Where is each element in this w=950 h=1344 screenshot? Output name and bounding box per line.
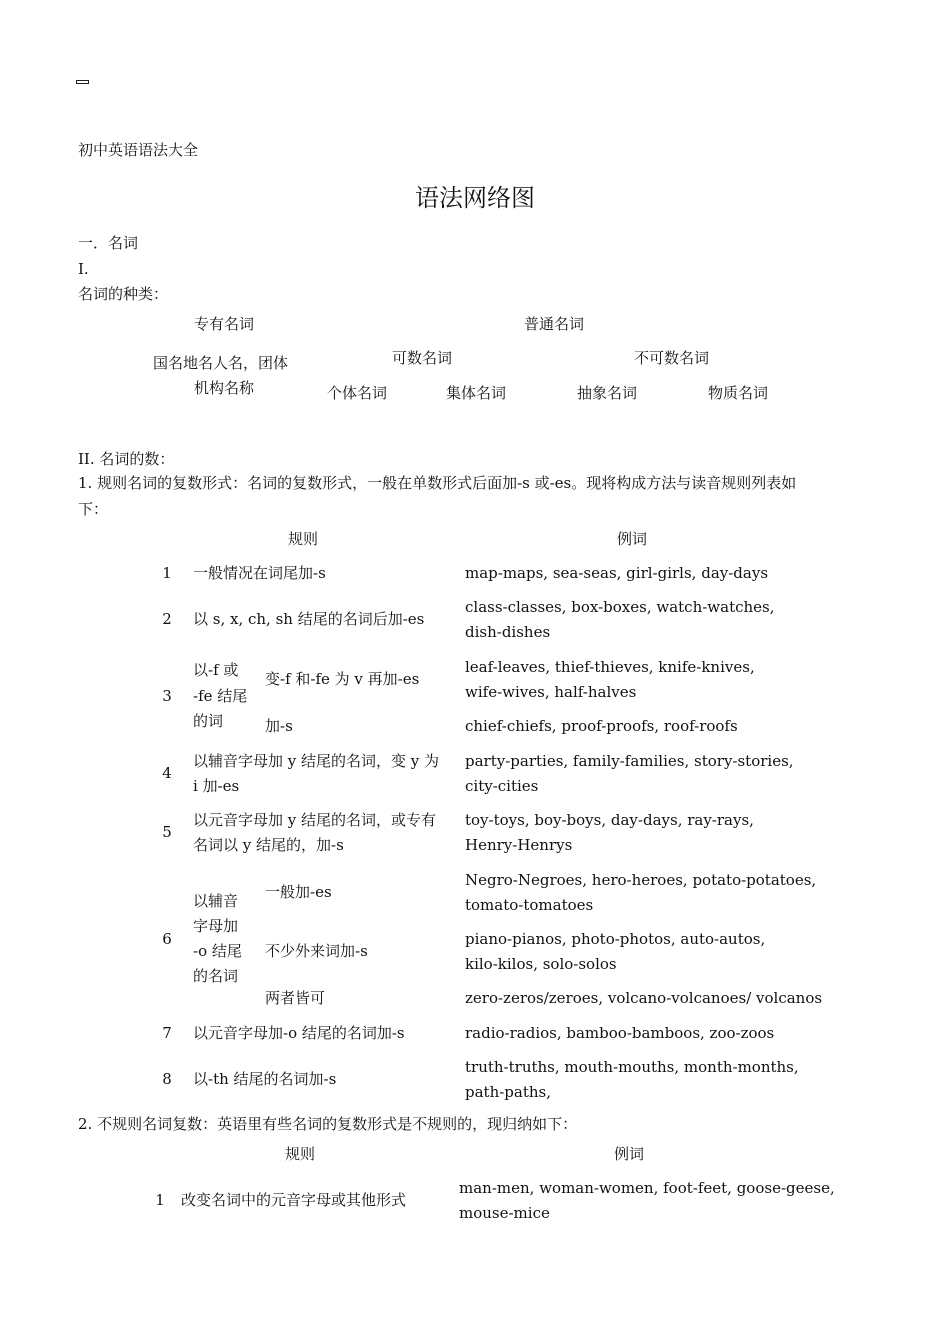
section-heading-number: II. 名词的数： [78,450,175,468]
table-row-group-label: -o 结尾 [193,942,242,960]
table-row-number: 1 [155,1191,165,1209]
table-row-example: party-parties, family-families, story-stories, [465,752,794,770]
table-header-rule: 规则 [288,530,319,548]
table-row-rule: 以元音字母加-o 结尾的名词加-s [193,1024,405,1042]
table-row-group-label: 的名词 [193,967,239,985]
table-row-number: 3 [162,687,172,705]
table-row-rule: 改变名词中的元音字母或其他形式 [181,1191,407,1209]
table-row-group-label: 以辅音 [193,892,239,910]
table-row-example: truth-truths, mouth-mouths, month-months, [465,1058,799,1076]
table-row-example: toy-toys, boy-boys, day-days, ray-rays, [465,811,754,829]
table-subrow-example: Negro-Negroes, hero-heroes, potato-potatoes, [465,871,817,889]
table-row-rule: 以元音字母加 y 结尾的名词，或专有 [193,811,437,829]
table-row-number: 1 [162,564,172,582]
page-marker [76,80,89,84]
table-row-number: 2 [162,610,172,628]
table-subrow-example: zero-zeros/zeroes, volcano-volcanoes/ volcanos [465,989,823,1007]
section-heading-noun: 一．名词 [78,234,139,252]
tree-abstract: 抽象名词 [577,384,638,402]
table-row-example: man-men, woman-women, foot-feet, goose-geese, [459,1179,835,1197]
table-row-example: map-maps, sea-seas, girl-girls, day-days [465,564,769,582]
table-row-rule: 以 s, x, ch, sh 结尾的名词后加-es [193,610,425,628]
table-row-number: 5 [162,823,172,841]
table-row-number: 8 [162,1070,172,1088]
table-row-number: 7 [162,1024,172,1042]
table-row-example: radio-radios, bamboo-bamboos, zoo-zoos [465,1024,775,1042]
table-subrow-example: piano-pianos, photo-photos, auto-autos, [465,930,766,948]
table-row-rule: 以辅音字母加 y 结尾的名词，变 y 为 [193,752,440,770]
table-row-example: dish-dishes [465,623,551,641]
main-title: 语法网络图 [415,184,535,212]
table-header-example: 例词 [617,530,648,548]
table-row-rule: 一般情况在词尾加-s [193,564,326,582]
table-subrow-example: wife-wives, half-halves [465,683,637,701]
table-row-group-label: 字母加 [193,917,239,935]
tree-material: 物质名词 [708,384,769,402]
table-subrow-rule: 不少外来词加-s [265,942,368,960]
table-subrow-rule: 加-s [265,717,293,735]
table-subrow-rule: 变-f 和-fe 为 v 再加-es [265,670,420,688]
tree-common-noun: 普通名词 [524,315,585,333]
tree-proper-noun: 专有名词 [194,315,255,333]
table-subrow-rule: 两者皆可 [265,989,326,1007]
table-row-example: city-cities [465,777,539,795]
tree-individual: 个体名词 [327,384,388,402]
doc-title: 初中英语语法大全 [78,141,199,159]
table-row-rule: 以-th 结尾的名词加-s [193,1070,337,1088]
table-row-example: path-paths, [465,1083,552,1101]
table-row-example: mouse-mice [459,1204,550,1222]
table-header-example: 例词 [614,1145,645,1163]
tree-proper-desc-1: 国名地名人名，团体 [153,354,289,372]
section-roman-i: I. [78,260,89,278]
paragraph-irregular: 2. 不规则名词复数：英语里有些名词的复数形式是不规则的，现归纳如下： [78,1115,578,1133]
table-subrow-example: kilo-kilos, solo-solos [465,955,617,973]
table-row-rule: i 加-es [193,777,240,795]
table-subrow-rule: 一般加-es [265,883,332,901]
table-subrow-example: tomato-tomatoes [465,896,594,914]
table-row-number: 6 [162,930,172,948]
paragraph-regular-line2: 下： [78,500,109,518]
table-row-number: 4 [162,764,172,782]
tree-collective: 集体名词 [446,384,507,402]
paragraph-regular-line1: 1. 规则名词的复数形式：名词的复数形式，一般在单数形式后面加-s 或-es。现将构成方法与读音规则列表如 [78,474,797,492]
tree-uncountable: 不可数名词 [634,349,710,367]
table-row-rule: 名词以 y 结尾的，加-s [193,836,344,854]
table-row-group-label: -fe 结尾 [193,687,248,705]
table-row-example: class-classes, box-boxes, watch-watches, [465,598,775,616]
table-header-rule: 规则 [285,1145,316,1163]
table-subrow-example: leaf-leaves, thief-thieves, knife-knives, [465,658,755,676]
table-subrow-example: chief-chiefs, proof-proofs, roof-roofs [465,717,738,735]
tree-proper-desc-2: 机构名称 [194,379,255,397]
tree-countable: 可数名词 [392,349,453,367]
table-row-group-label: 的词 [193,712,224,730]
table-row-example: Henry-Henrys [465,836,573,854]
table-row-group-label: 以-f 或 [193,661,239,679]
noun-types-heading: 名词的种类： [78,285,169,303]
